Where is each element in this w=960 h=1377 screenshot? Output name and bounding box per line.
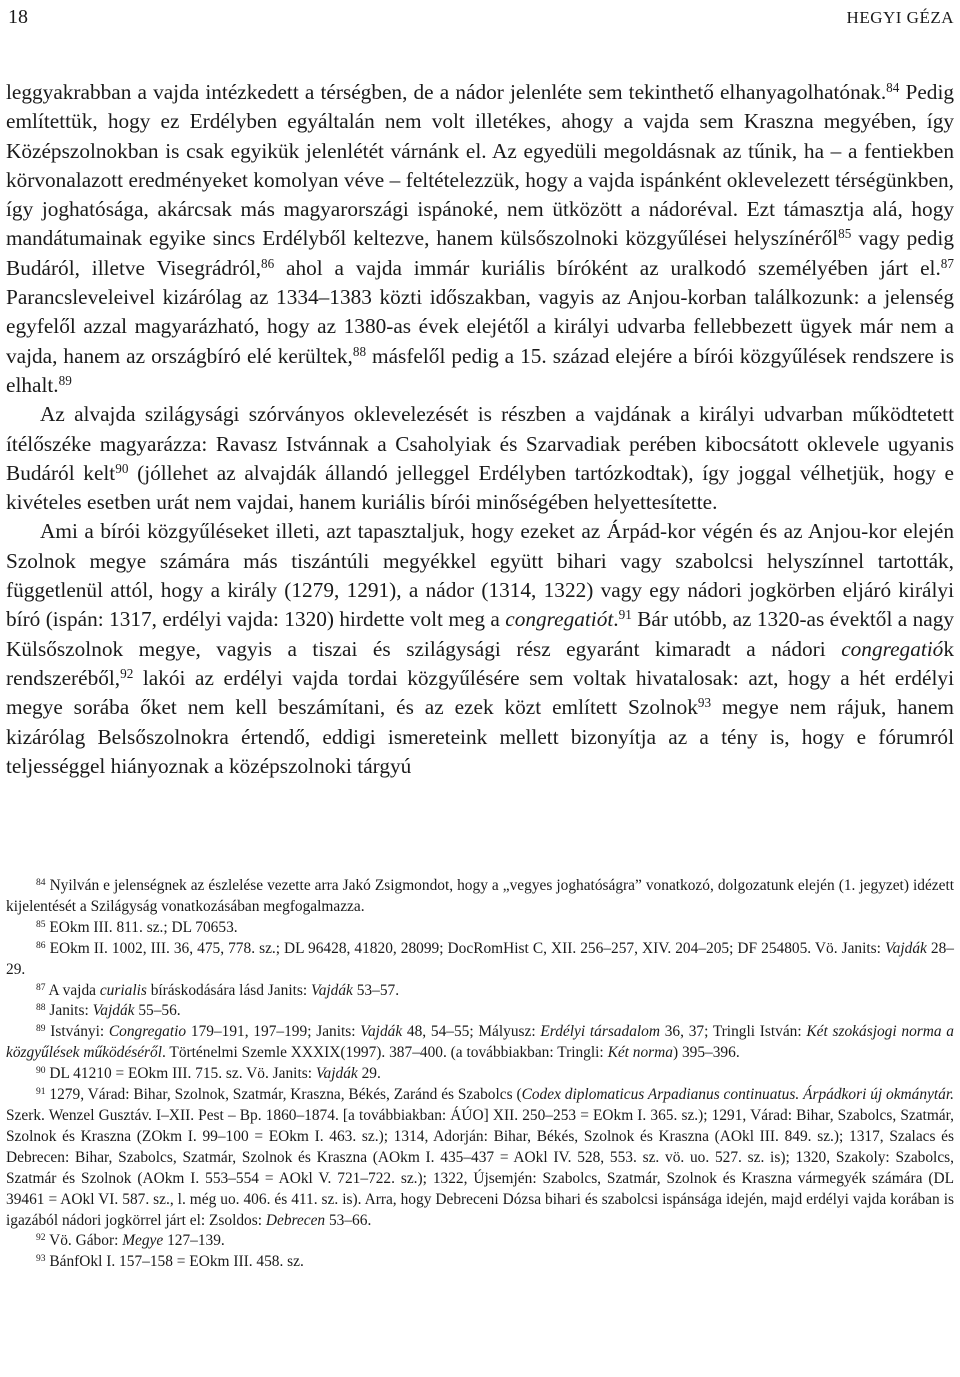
text-run: Vö. Gábor: [49, 1232, 123, 1250]
italic-text: Vajdák [360, 1023, 403, 1041]
footnote-ref: 85 [838, 226, 852, 242]
italic-text: Két norma [607, 1044, 673, 1062]
footnote [6, 981, 954, 1002]
footnote [6, 1085, 954, 1231]
footnote-number: 90 [36, 1064, 46, 1076]
text-run: A vajda [48, 981, 100, 999]
body-paragraph [6, 400, 954, 517]
page-number: 18 [8, 6, 28, 28]
footnote-ref: 88 [352, 343, 367, 359]
text-run: Bár utóbb, az 1320-as évektől a nagy Külsőszolnok megye, vagyis a tiszai és szilágysági rész egyaránt kimaradt a nádori [6, 607, 954, 661]
footnote-number: 85 [36, 918, 46, 930]
italic-text: curialis [99, 981, 147, 999]
text-run: Ami a bírói közgyűléseket illeti, azt tapasztaljuk, hogy ezeket az Árpád-kor végén és az Anjou-kor elején Szolnok megye számára más tiszántúli megyékkel együtt bihari vagy szabolcsi helyszínnel tartották, függetlenül attól, hogy a király (1279, 1291), a nádor (1314, 1322) vagy egy nádori jogkörben eljáró királyi bíró (ispán: 1317, erdélyi vajda: 1320) hirdette volt meg a [6, 519, 954, 632]
text-run: . Történelmi Szemle XXXIX(1997). 387–400. (a továbbiakban: Tringli: [162, 1044, 608, 1062]
text-run: 28–29. [6, 939, 954, 978]
text-run: 55–56. [134, 1002, 181, 1020]
footnote-ref: 87 [940, 255, 954, 271]
text-run: ahol a vajda immár kuriális bíróként az uralkodó személyében járt el. [274, 255, 941, 280]
text-run: másfelől pedig a 15. század elejére a bírói közgyűlések rendszere is elhalt. [6, 343, 954, 397]
footnote-number: 86 [36, 939, 46, 951]
footnote [6, 1001, 954, 1022]
body-paragraph [6, 517, 954, 781]
footnote-ref: 92 [120, 665, 134, 681]
text-run: 29. [357, 1065, 381, 1083]
text-run: Szerk. Wenzel Gusztáv. I–XII. Pest – Bp. 1860–1874. [a továbbiakban: ÁÚO] XII. 250–253 = EOkm I. 365. sz.); 1291, Várad: Bihar, Szabolcs, Szatmár, Szolnok és Kraszna (ZOkm I. 99–100 = EOkm I. 463. sz.); 1314, Adorján: Bihar, Békés, Szolnok és Kraszna (AOkl III. 849. sz.); 1317, Szalacs és Debrecen: Bihar, Szabolcs, Szatmár, Szolnok és Kraszna (AOkm I. 435–437 = AOkl IV. 528, 553. sz. vö. uo. 527. sz. is); 1320, Szakoly: Szabolcs, Szatmár és Szolnok (AOkm I. 553–554 = AOkl V. 721–722. sz.); 1322, Újsemjén: Szabolcs, Szatmár, Szolnok és Kraszna vármegyék számára (DL 39461 = AOkl VI. 587. sz., l. még uo. 406. és 411. sz. is). Arra, hogy Debreceni Dózsa bihari és szabolcsi ispánsága idején, majd erdélyi vajda korában is igazából nádori jogkörrel járt el: Zsoldos: [6, 1106, 954, 1229]
italic-text: Vajdák [315, 1065, 358, 1083]
text-run: leggyakrabban a vajda intézkedett a térségben, de a nádor jelenléte sem tekinthető elhanyagolhatónak. [6, 80, 887, 104]
italic-text: Congregatio [108, 1023, 187, 1041]
footnote-number: 91 [36, 1085, 46, 1097]
italic-text: Vajdák [884, 939, 927, 957]
text-run: (jóllehet az alvajdák állandó jelleggel Erdélyben tartózkodtak), így joggal vélhetjük, hogy e kivételes esetben urát nem vajdai, hanem kuriális bírói minőségében helyettesítette. [6, 460, 955, 515]
italic-text: Megye [122, 1232, 164, 1250]
text-run: Nyilván e jelenségnek az észlelése vezette arra Jakó Zsigmondot, hogy a „vegyes joghatóságra” vonatkozó, dolgozatunk elején (1. jegyzet) idézett kijelentését a Szilágyság vonatkozásában megfogalmazza. [6, 877, 954, 915]
text-run: BánfOkl I. 157–158 = EOkm III. 458. sz. [49, 1253, 304, 1271]
footnote-number: 93 [36, 1253, 46, 1265]
footnote-number: 92 [36, 1232, 46, 1244]
text-run: EOkm III. 811. sz.; DL 70653. [49, 918, 238, 936]
footnote-ref: 86 [261, 255, 275, 271]
footnote [6, 1231, 954, 1252]
text-run: lakói az erdélyi vajda tordai közgyűlésére sem voltak hivatalosak: azt, hogy a hét erdélyi megye sorába őket nem kell beszámítani, és az ezek közt említett Szolnok [6, 665, 954, 720]
text-run: 1279, Várad: Bihar, Szolnok, Szatmár, Kraszna, Békés, Zaránd és Szabolcs ( [49, 1086, 522, 1104]
footnote-ref: 84 [886, 79, 900, 95]
text-run: 36, 37; Tringli István: [659, 1023, 807, 1041]
text-run: DL 41210 = EOkm III. 715. sz. Vö. Janits: [49, 1065, 316, 1083]
footnote [6, 1022, 954, 1064]
footnote-ref: 91 [618, 607, 632, 623]
italic-text: Vajdák [92, 1002, 135, 1020]
running-head: HEGYI GÉZA [846, 8, 954, 27]
page-header [8, 6, 954, 30]
footnote-ref: 90 [115, 460, 129, 476]
italic-text: Két szokásjogi norma a közgyűlések működéséről [6, 1023, 954, 1062]
footnotes [6, 876, 954, 1273]
italic-text: Erdélyi társadalom [540, 1023, 660, 1041]
text-run: Istványi: [50, 1023, 109, 1041]
footnote-ref: 93 [697, 694, 712, 710]
footnote-number: 89 [36, 1023, 46, 1035]
italic-text: congregatiót [505, 607, 614, 632]
text-run: EOkm II. 1002, III. 36, 475, 778. sz.; DL 96428, 41820, 28099; DocRomHist C, XII. 256–257, XIV. 204–205; DF 254805. Vö. Janits: [49, 939, 885, 957]
text-run: 48, 54–55; Mályusz: [402, 1023, 541, 1041]
text-run: ) 395–396. [672, 1044, 740, 1062]
text-run: 53–57. [352, 981, 400, 999]
footnote [6, 1252, 954, 1273]
footnote [6, 918, 954, 939]
text-run: k rendszeréből, [6, 636, 954, 690]
italic-text: Vajdák [311, 981, 353, 999]
italic-text: Codex diplomaticus Arpadianus continuatus. Árpádkori új okmánytár. [521, 1086, 954, 1104]
text-run: vagy pedig Budáról, illetve Visegrádról, [6, 226, 954, 280]
text-run: . [613, 607, 619, 632]
text-run: megye nem rájuk, hanem kizárólag Belsőszolnokra értendő, eddigi ismereteink mellett bizonyítja az a tény is, hogy e fórumról teljességgel hiányoznak a középszolnoki tárgyú [6, 695, 954, 778]
text-run: Az alvajda szilágysági szórványos oklevelezését is részben a vajdának a királyi udvarban működtetett ítélőszéke magyarázza: Ravasz Istvánnak a Csaholyiak és Szarvadiak perében kibocsátott oklevele ugyanis Budáról kelt [6, 402, 954, 485]
footnote [6, 939, 954, 981]
italic-text: congregatió [841, 636, 944, 661]
italic-text: Debrecen [265, 1211, 326, 1229]
footnote-ref: 89 [58, 372, 72, 388]
text-run: Janits: [49, 1002, 93, 1020]
footnote [6, 876, 954, 918]
text-run: Pedig említettük, hogy ez Erdélyben egyáltalán nem volt illetékes, ahogy a vajda sem Kraszna megyében, így Középszolnokban is csak egyikük jelenlétét várnánk el. Az egyedüli megoldásnak az tűnik, ha – a fentiekben körvonalazott eredményeket komolyan véve – feltételezzük, hogy a vajda ispánként oklevelezett térségünkben, így joghatósága, akárcsak más magyarországi ispánoké, nem ütközött a nádoréval. Ezt támasztja alá, hogy mandátumainak egyike sincs Erdélyből keltezve, hanem külsőszolnoki közgyűlései helyszínéről [6, 80, 955, 251]
text-run: 127–139. [163, 1232, 225, 1250]
footnote-number: 84 [36, 876, 46, 888]
text-run: 53–66. [325, 1211, 372, 1229]
body-paragraph [6, 78, 954, 400]
footnote-number: 87 [36, 981, 46, 993]
footnote-number: 88 [36, 1002, 46, 1014]
text-run: Parancsleveleivel kizárólag az 1334–1383 közti időszakban, vagyis az Anjou-korban találkozunk: a jelenség egyfelől azzal magyarázható, hogy az 1380-as évek elejétől a királyi udvarba fellebbezett ügyek már nem a vajda, hanem az országbíró elé kerültek, [6, 285, 954, 368]
text-run: 179–191, 197–199; Janits: [186, 1023, 361, 1041]
footnote [6, 1064, 954, 1085]
main-text [6, 78, 954, 781]
text-run: bíráskodására lásd Janits: [146, 981, 311, 999]
